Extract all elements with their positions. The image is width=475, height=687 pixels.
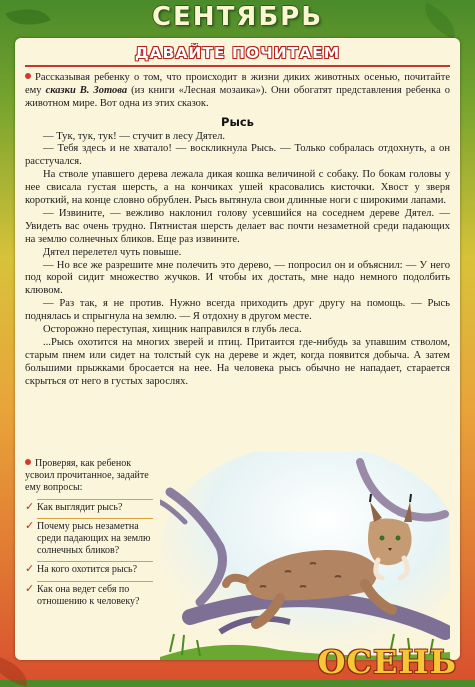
story-paragraph: — Тебя здесь и не хватало! — воскликнула Рысь. — Только собралась отдохнуть, а он расстучался.: [25, 143, 450, 168]
checkmark-icon: ✓: [25, 562, 35, 576]
question-item: ✓ На кого охотится рысь?: [25, 562, 138, 576]
story-paragraph: — Но все же разрешите мне полечить это дерево, — попросил он и объяснил: — У него под корой сидит множество жучков. И чтобы их достать, мне надо немного подолбить клювом.: [25, 259, 450, 297]
question-item: ✓ Как она ведет себя по отношению к человеку?: [25, 581, 140, 607]
bottom-section: [25, 448, 450, 660]
content-panel: [15, 38, 460, 660]
question-item: ✓ Как выглядит рысь?: [25, 499, 123, 513]
question-divider: [37, 581, 153, 582]
section-title: ДАВАЙТЕ ПОЧИТАЕМ: [134, 44, 341, 62]
question-divider: [37, 499, 153, 500]
question-divider: [37, 561, 153, 562]
month-title: СЕНТЯБРЬ: [151, 2, 324, 32]
season-word: ОСЕНЬ: [317, 643, 457, 681]
red-dot-bullet-icon: [25, 73, 31, 79]
page-header: [0, 0, 475, 34]
red-dot-bullet-icon: [25, 459, 31, 465]
book-author-highlight: сказки В. Зотова: [45, 84, 128, 96]
story-paragraph: — Раз так, я не против. Нужно всегда приходить друг другу на помощь. — Рысь поднялась и спрыгнула на землю. — Я отдохну в другом месте.: [25, 298, 450, 323]
section-divider: [25, 65, 450, 67]
checkmark-icon: ✓: [25, 499, 35, 513]
checkmark-icon: ✓: [25, 518, 35, 532]
story-paragraph: — Извините, — вежливо наклонил голову усевшийся на соседнем дереве Дятел. — Увидеть вас очень трудно. Пятнистая шерсть делает вас почти незаметной среди падающих на землю солнечных бликов. Еще раз извините.: [25, 207, 450, 245]
questions-box: [25, 458, 153, 612]
story-paragraph: Дятел перелетел чуть повыше.: [43, 246, 182, 258]
story-title: Рысь: [221, 114, 254, 129]
story-paragraph: Осторожно переступая, хищник направился в глубь леса.: [43, 324, 302, 336]
story-paragraph: — Тук, тук, тук! — стучит в лесу Дятел.: [43, 130, 226, 142]
lynx-illustration: [160, 452, 450, 660]
story-paragraph: ...Рысь охотится на многих зверей и птиц. Притаится где-нибудь за упавшим стволом, старым пнем или сидет на толстый сук на дереве и ждет, когда появится добыча. А затем большими прыжками бросается на нее. На человека рысь обычно не нападает, старается скрыться от него в густых зарослях.: [25, 337, 450, 387]
question-item: ✓ Почему рысь незаметна среди падающих на землю солнечных бликов?: [25, 518, 151, 557]
checkmark-icon: ✓: [25, 581, 35, 595]
questions-intro: Проверяя, как ребенок усвоил прочитанное, задайте ему вопросы:: [25, 458, 149, 494]
intro-paragraph: Рассказывая ребенку о том, что происходит в жизни диких животных осенью, почитайте ему сказки В. Зотова (из книги «Лесная мозаика»). Они обогатят представления ребенка о животном мире. Вот одна из этих сказок.: [25, 71, 450, 109]
story-paragraph: На стволе упавшего дерева лежала дикая кошка величиной с собаку. По бокам головы у нее свисала густая шерсть, а на кончиках ушей красовались кисточки. Хвост у зверя короткий, на конце словно обрублен. Рысь вытянула свои длинные ноги с широкими лапами.: [25, 169, 450, 207]
question-divider: [37, 518, 153, 519]
story-text: [25, 131, 450, 389]
